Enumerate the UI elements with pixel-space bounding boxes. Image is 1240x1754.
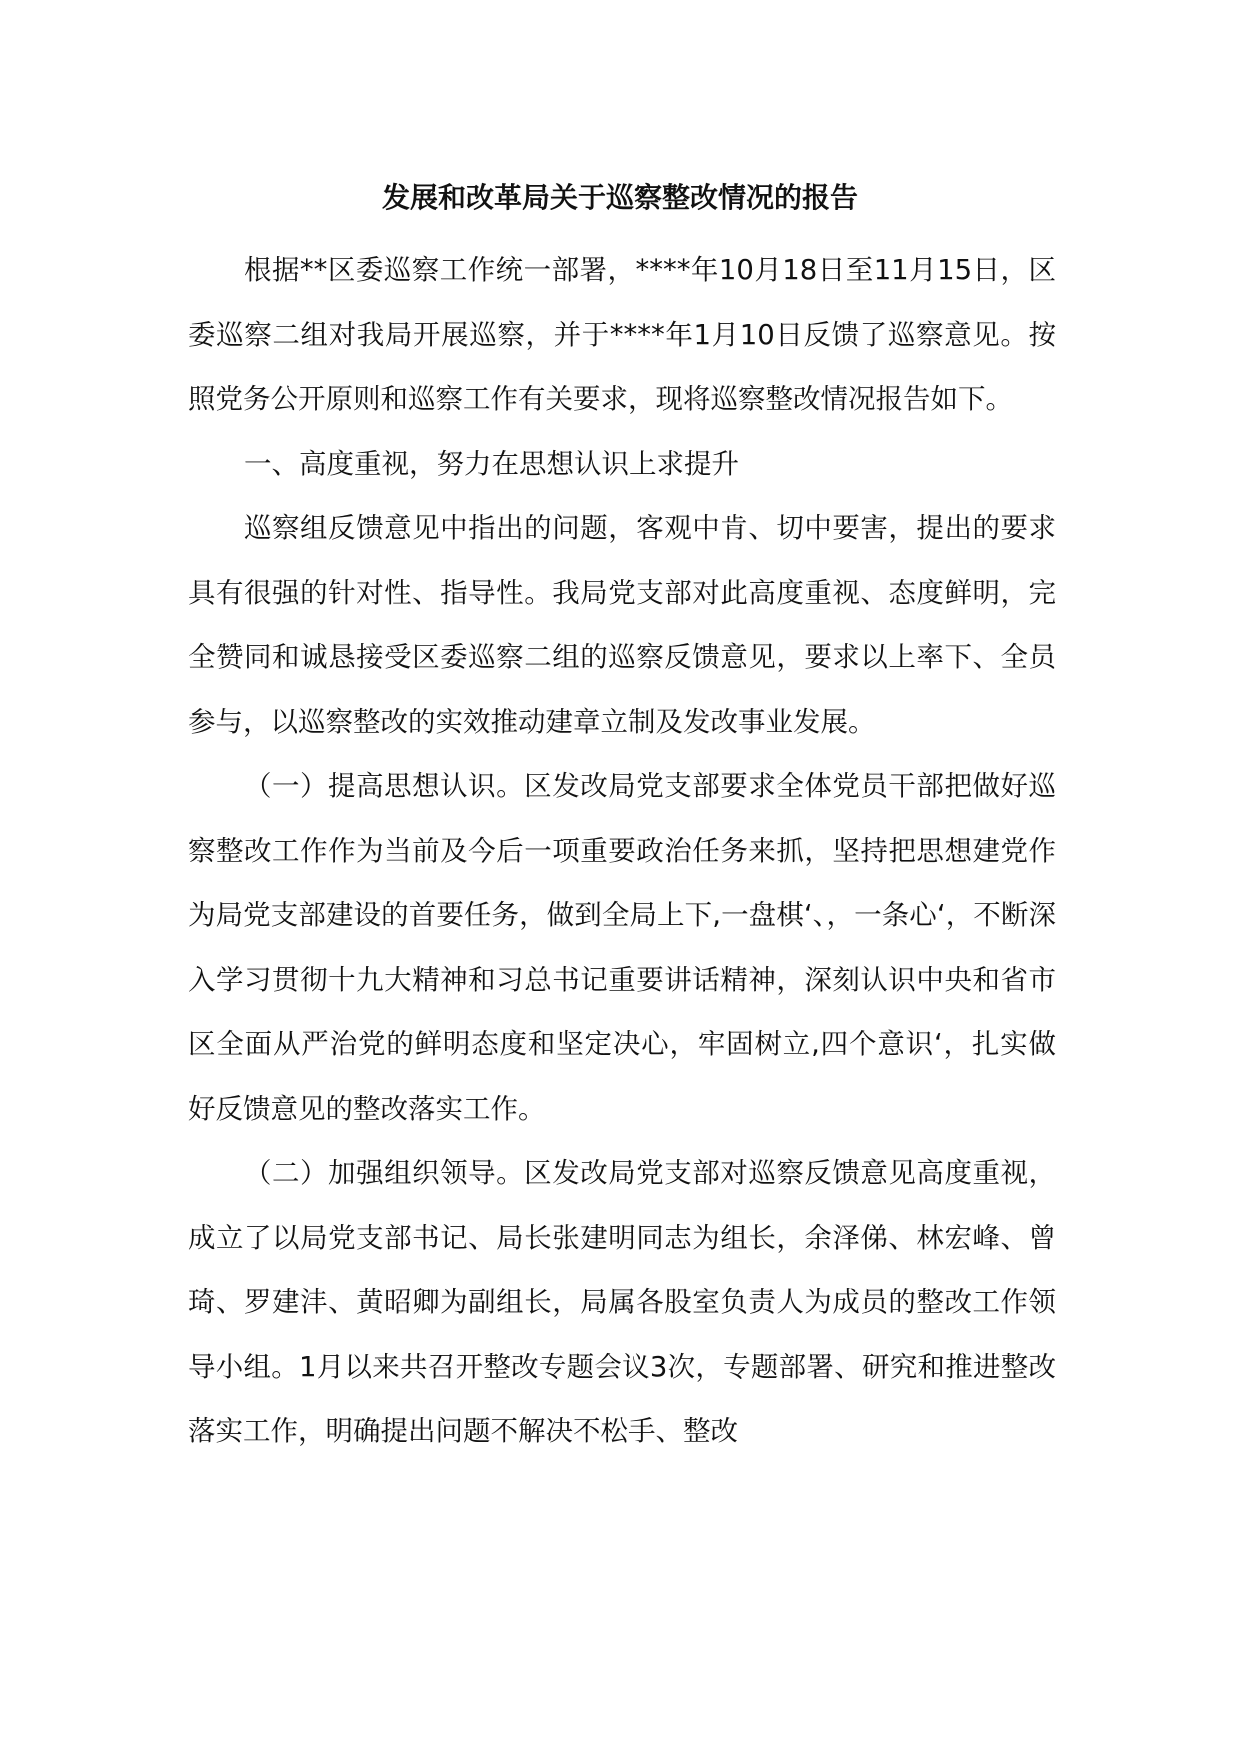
document-body bbox=[188, 238, 1056, 1464]
paragraph-intro: 根据**区委巡察工作统一部署，****年10月18日至11月15日，区委巡察二组对我局开展巡察，并于****年1月10日反馈了巡察意见。按照党务公开原则和巡察工作有关要求，现将巡察整改情况报告如下。 bbox=[188, 254, 1056, 415]
paragraph-subsection-2: （二）加强组织领导。区发改局党支部对巡察反馈意见高度重视，成立了以局党支部书记、局长张建明同志为组长，余泽俤、林宏峰、曾琦、罗建沣、黄昭卿为副组长，局属各股室负责人为成员的整改工作领导小组。1月以来共召开整改专题会议3次，专题部署、研究和推进整改落实工作，明确提出问题不解决不松手、整改 bbox=[188, 1157, 1056, 1447]
paragraph-subsection-1: （一）提高思想认识。区发改局党支部要求全体党员干部把做好巡察整改工作作为当前及今后一项重要政治任务来抓，坚持把思想建党作为局党支部建设的首要任务，做到全局上下,一盘棋‘、，一条心‘，不断深入学习贯彻十九大精神和习总书记重要讲话精神，深刻认识中央和省市区全面从严治党的鲜明态度和坚定决心，牢固树立,四个意识‘，扎实做好反馈意见的整改落实工作。 bbox=[188, 770, 1056, 1125]
document-title: 发展和改革局关于巡察整改情况的报告 bbox=[381, 181, 858, 214]
section-heading-1: 一、高度重视，努力在思想认识上求提升 bbox=[244, 447, 739, 480]
paragraph-section-1: 巡察组反馈意见中指出的问题，客观中肯、切中要害，提出的要求具有很强的针对性、指导性。我局党支部对此高度重视、态度鲜明，完全赞同和诚恳接受区委巡察二组的巡察反馈意见，要求以上率下、全员参与，以巡察整改的实效推动建章立制及发改事业发展。 bbox=[188, 512, 1056, 738]
